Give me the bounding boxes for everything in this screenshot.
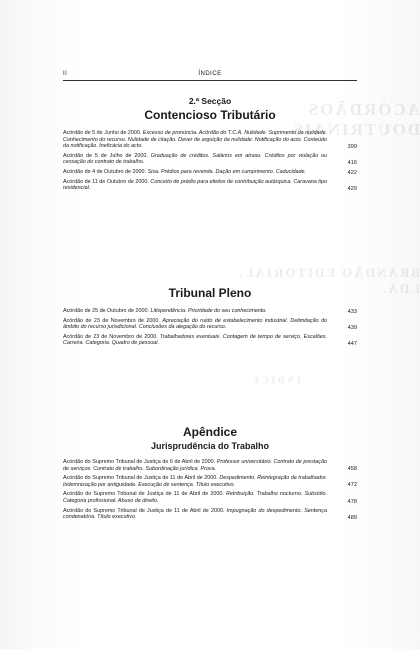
section-title: Contencioso Tributário <box>144 108 276 122</box>
page-number: II <box>63 71 68 77</box>
entry-page: 422 <box>347 169 357 176</box>
toc-entry <box>63 130 357 150</box>
entry-page: 416 <box>347 159 357 166</box>
entry-lead: Acórdão de 23 de Novembro de 2000. <box>63 317 160 324</box>
entry-lead: Acórdão de 5 de Junho de 2000. <box>63 130 142 136</box>
section-subtitle: Jurisprudência do Trabalho <box>150 441 270 451</box>
entry-summary: Graduação de créditos. Salários em atraso. Créditos por violação ou cessação do contrato de trabalho. <box>63 152 327 166</box>
toc-entry <box>63 475 357 488</box>
section-apendice <box>63 423 357 524</box>
toc-entry <box>63 318 357 331</box>
section-tribunal-pleno <box>63 284 357 350</box>
entry-lead: Acórdão do Supremo Tribunal de Justiça de 11 de Abril de 2000. <box>63 507 225 514</box>
entry-summary: Litispendência. Prioridade do seu conhecimento. <box>150 308 267 314</box>
entry-page: 472 <box>347 482 357 489</box>
section-title: Apêndice <box>182 425 237 439</box>
entry-summary: Conceito de prédio para efeitos de contribuição autárquica. Caravana tipo residencial. <box>63 178 327 192</box>
entry-summary: Retribuição. Trabalho nocturno. Subsídio. Categoria profissional. Abuso de direito. <box>63 491 328 504</box>
entry-page: 439 <box>347 324 357 331</box>
document-page: ACÓRDÃOS DOUTRINAIS BRANDÃO EDITORIAL, LDA. ÍNDICE II ÍNDICE 2.ª Secção Contencioso Tributário Acórdão de 5 de Junho de 2000. Excesso de pronúncia. Acórdão do T.C.A. Nulidade. Suprimento da nulidade. Conhecimento do recurso. Nulidade de citação. Dever de arguição da nulidade. Notificação do acto. Conteúdo da notificação. Ineficácia do acto. 399 Acórdão de 5 de Julho de 2000. Graduação de créditos. Salários em atraso. Créditos por violação ou cessação do contrato de trabalho. 416 Acórdão de 4 de Outubro de 2000. Sisa. Prédios para revenda. Dação em cumprimento. Caducidade. 422 Acórdão de 11 de Outubro de 2000. Conceito de prédio para efeitos de contribuição autárquica. Caravana tipo residencial. 429 Tribunal Pleno Acórdão de 25 de Outubro de 2000. Litispendência. Prioridade do seu conhecimento. 433 Acórdão de 23 de Novembro de 2000. Apreciação do ruído de estabelecimento industrial. Delimitação do âmbito do recurso jurisdicional. Conclusões da alegação do recurso. 439 Acórdão de 23 de Novembro de 2000. Trabalhadores eventuais. Contagem de tempo de serviço. Escalões. Carreira. Categoria. Quadro de pessoal. 447 Apêndice Jurisprudência do Trabalho Acórdão do Supremo Tribunal de Justiça de 6 de Abril de 2000. Professor universitário. Contrato de prestação de serviços. Contrato de trabalho. Subordinação jurídica. Prova. 458 Acórdão do Supremo Tribunal de Justiça de 11 de Abril de 2000. Despedimento. Reintegração de trabalhador. Indemnização por antiguidade. Execução de sentença. Título executivo. 472 Acórdão do Supremo Tribunal de Justiça de 11 de Abril de 2000. Retribuição. Trabalho nocturno. Subsídio. Categoria profissional. Abuso de direito. 478 Acórdão do Supremo Tribunal de Justiça de 11 de Abril de 2000. Impugnação do despedimento. Sentença condenatória. Título executivo. 489 <box>0 0 420 649</box>
toc-entry <box>63 179 357 192</box>
entry-lead: Acórdão do Supremo Tribunal de Justiça de 11 de Abril de 2000. <box>63 491 224 498</box>
entry-summary: Sisa. Prédios para revenda. Dação em cumprimento. Caducidade. <box>147 168 307 175</box>
section-label: 2.ª Secção <box>188 96 232 106</box>
entry-summary: Trabalhadores eventuais. Contagem de tempo de serviço. Escalões. Carreira. Categoria. Quadro de pessoal. <box>63 333 327 347</box>
toc-entry <box>63 153 357 166</box>
entry-lead: Acórdão do Supremo Tribunal de Justiça de 11 de Abril de 2000. <box>63 475 218 482</box>
entry-summary: Apreciação do ruído de estabelecimento industrial. Delimitação do âmbito do recurso jurisdicional. Conclusões da alegação do recurso. <box>63 317 327 331</box>
entry-page: 478 <box>347 498 357 505</box>
entry-summary: Impugnação do despedimento. Sentença condenatória. Título executivo. <box>63 507 327 521</box>
toc-entry <box>63 491 357 504</box>
entry-lead: Acórdão de 4 de Outubro de 2000. <box>63 168 147 175</box>
entry-summary: Professor universitário. Contrato de prestação de serviços. Contrato de trabalho. Subordinação jurídica. Prova. <box>63 459 327 472</box>
entry-page: 433 <box>347 308 357 315</box>
section-contencioso-tributario <box>63 96 357 195</box>
running-title: ÍNDICE <box>198 71 222 77</box>
running-header <box>63 70 357 81</box>
entry-lead: Acórdão do Supremo Tribunal de Justiça de 6 de Abril de 2000. <box>63 459 216 465</box>
entry-summary: Excesso de pronúncia. Acórdão do T.C.A. Nulidade. Suprimento da nulidade. Conhecimento do recurso. Nulidade de citação. Dever de arguição da nulidade. Notificação do acto. Conteúdo da notificação. Ineficácia do acto. <box>63 130 328 150</box>
toc-entry <box>63 334 357 347</box>
entry-lead: Acórdão de 23 de Novembro de 2000. <box>63 333 158 340</box>
entry-lead: Acórdão de 25 de Outubro de 2000. <box>63 308 150 314</box>
entry-page: 429 <box>347 185 357 192</box>
toc-entry <box>63 459 357 472</box>
toc-entry <box>63 169 357 176</box>
entry-page: 458 <box>347 466 357 473</box>
entry-lead: Acórdão de 5 de Julho de 2000. <box>63 152 148 159</box>
entry-page: 489 <box>347 514 357 521</box>
section-title: Tribunal Pleno <box>168 286 252 300</box>
entry-page: 399 <box>347 143 357 150</box>
entry-lead: Acórdão de 11 de Outubro de 2000. <box>63 178 149 185</box>
toc-entry <box>63 508 357 521</box>
entry-page: 447 <box>347 340 357 347</box>
entry-summary: Despedimento. Reintegração de trabalhador. Indemnização por antiguidade. Execução de sentença. Título executivo. <box>63 475 327 488</box>
toc-entry <box>63 308 357 315</box>
